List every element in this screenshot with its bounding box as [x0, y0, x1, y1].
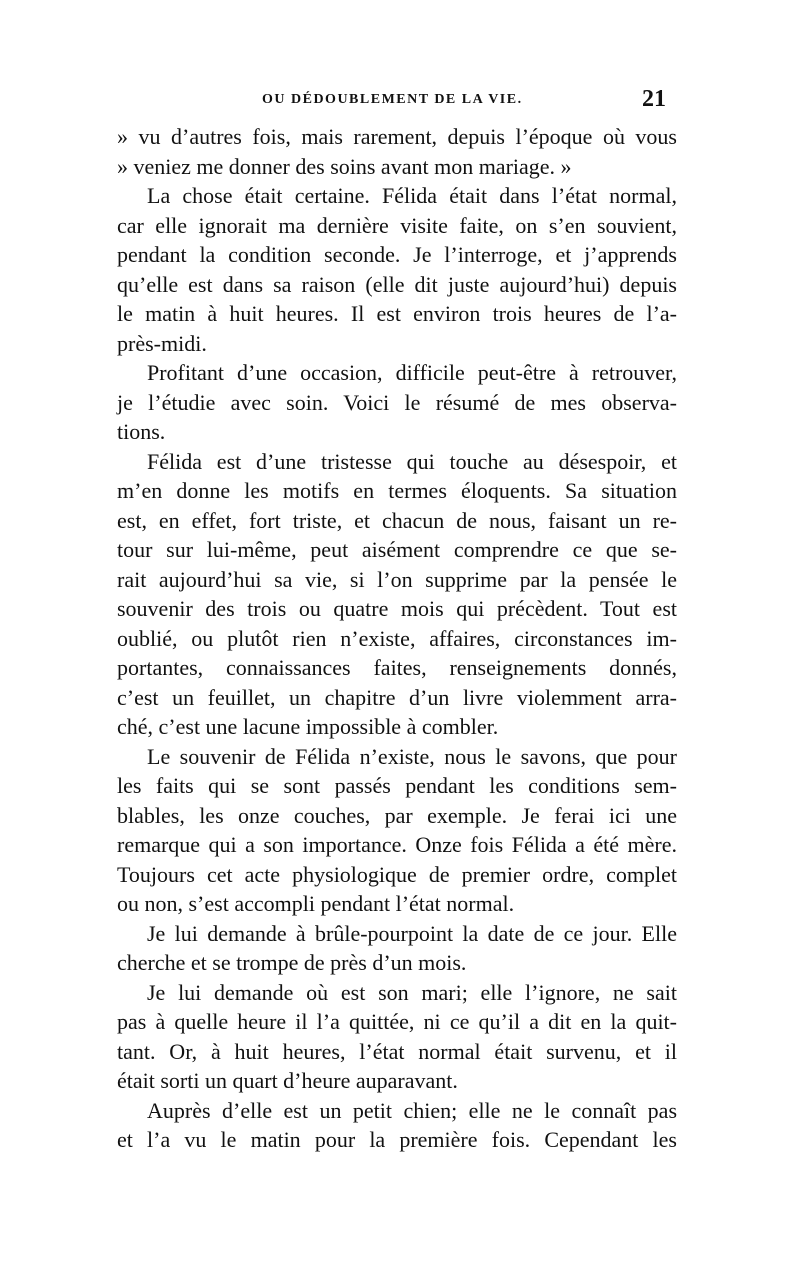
body-text [117, 122, 677, 1155]
text-line: est, en effet, fort triste, et chacun de nous, faisant un re- [117, 507, 677, 533]
text-line: qu’elle est dans sa raison (elle dit juste aujourd’hui) depuis [117, 271, 677, 297]
text-line: La chose était certaine. Félida était dans l’état normal, [147, 183, 677, 208]
text-line: Profitant d’une occasion, difficile peut-être à retrouver, [147, 360, 677, 385]
text-line: c’est un feuillet, un chapitre d’un livre violemment arra- [117, 684, 677, 710]
text-line: Auprès d’elle est un petit chien; elle ne le connaît pas [147, 1097, 677, 1123]
text-line: tant. Or, à huit heures, l’état normal était survenu, et il [117, 1038, 677, 1064]
text-line: tions. [117, 419, 166, 444]
text-line: ché, c’est une lacune impossible à combler. [117, 714, 499, 739]
text-line: blables, les onze couches, par exemple. Je ferai ici une [117, 802, 677, 828]
text-line: était sorti un quart d’heure auparavant. [117, 1068, 458, 1093]
text-line: » vu d’autres fois, mais rarement, depuis l’époque où vous [117, 124, 677, 149]
text-line: souvenir des trois ou quatre mois qui précèdent. Tout est [117, 596, 677, 621]
page-number: 21 [642, 86, 666, 112]
text-line: et l’a vu le matin pour la première fois. Cependant les [117, 1127, 677, 1152]
text-line: je l’étudie avec soin. Voici le résumé de mes observa- [117, 389, 677, 415]
text-line: Toujours cet acte physiologique de premier ordre, complet [117, 861, 677, 887]
text-line: oublié, ou plutôt rien n’existe, affaires, circonstances im- [117, 625, 677, 651]
text-line: cherche et se trompe de près d’un mois. [117, 950, 467, 975]
text-line: Félida est d’une tristesse qui touche au désespoir, et [147, 448, 677, 474]
text-line: pas à quelle heure il l’a quittée, ni ce qu’il a dit en la quit- [117, 1009, 677, 1034]
text-line: les faits qui se sont passés pendant les conditions sem- [117, 773, 677, 798]
text-line: Le souvenir de Félida n’existe, nous le savons, que pour [147, 743, 677, 769]
text-line: le matin à huit heures. Il est environ trois heures de l’a- [117, 301, 677, 326]
text-line: Je lui demande à brûle-pourpoint la date de ce jour. Elle [147, 920, 677, 946]
text-line: rait aujourd’hui sa vie, si l’on supprime par la pensée le [117, 566, 677, 592]
text-line: pendant la condition seconde. Je l’interroge, et j’apprends [117, 242, 677, 267]
text-line: portantes, connaissances faites, renseignements donnés, [117, 655, 677, 680]
text-line: m’en donne les motifs en termes éloquents. Sa situation [117, 478, 677, 503]
text-line: » veniez me donner des soins avant mon mariage. » [117, 153, 572, 179]
text-line: tour sur lui-même, peut aisément comprendre ce que se- [117, 537, 677, 562]
text-line: près-midi. [117, 330, 207, 356]
running-title: OU DÉDOUBLEMENT DE LA VIE. [262, 92, 523, 107]
text-line: ou non, s’est accompli pendant l’état normal. [117, 891, 515, 916]
text-line: car elle ignorait ma dernière visite faite, on s’en souvient, [117, 212, 677, 238]
text-line: Je lui demande où est son mari; elle l’ignore, ne sait [147, 979, 677, 1005]
text-line: remarque qui a son importance. Onze fois Félida a été mère. [117, 832, 677, 857]
